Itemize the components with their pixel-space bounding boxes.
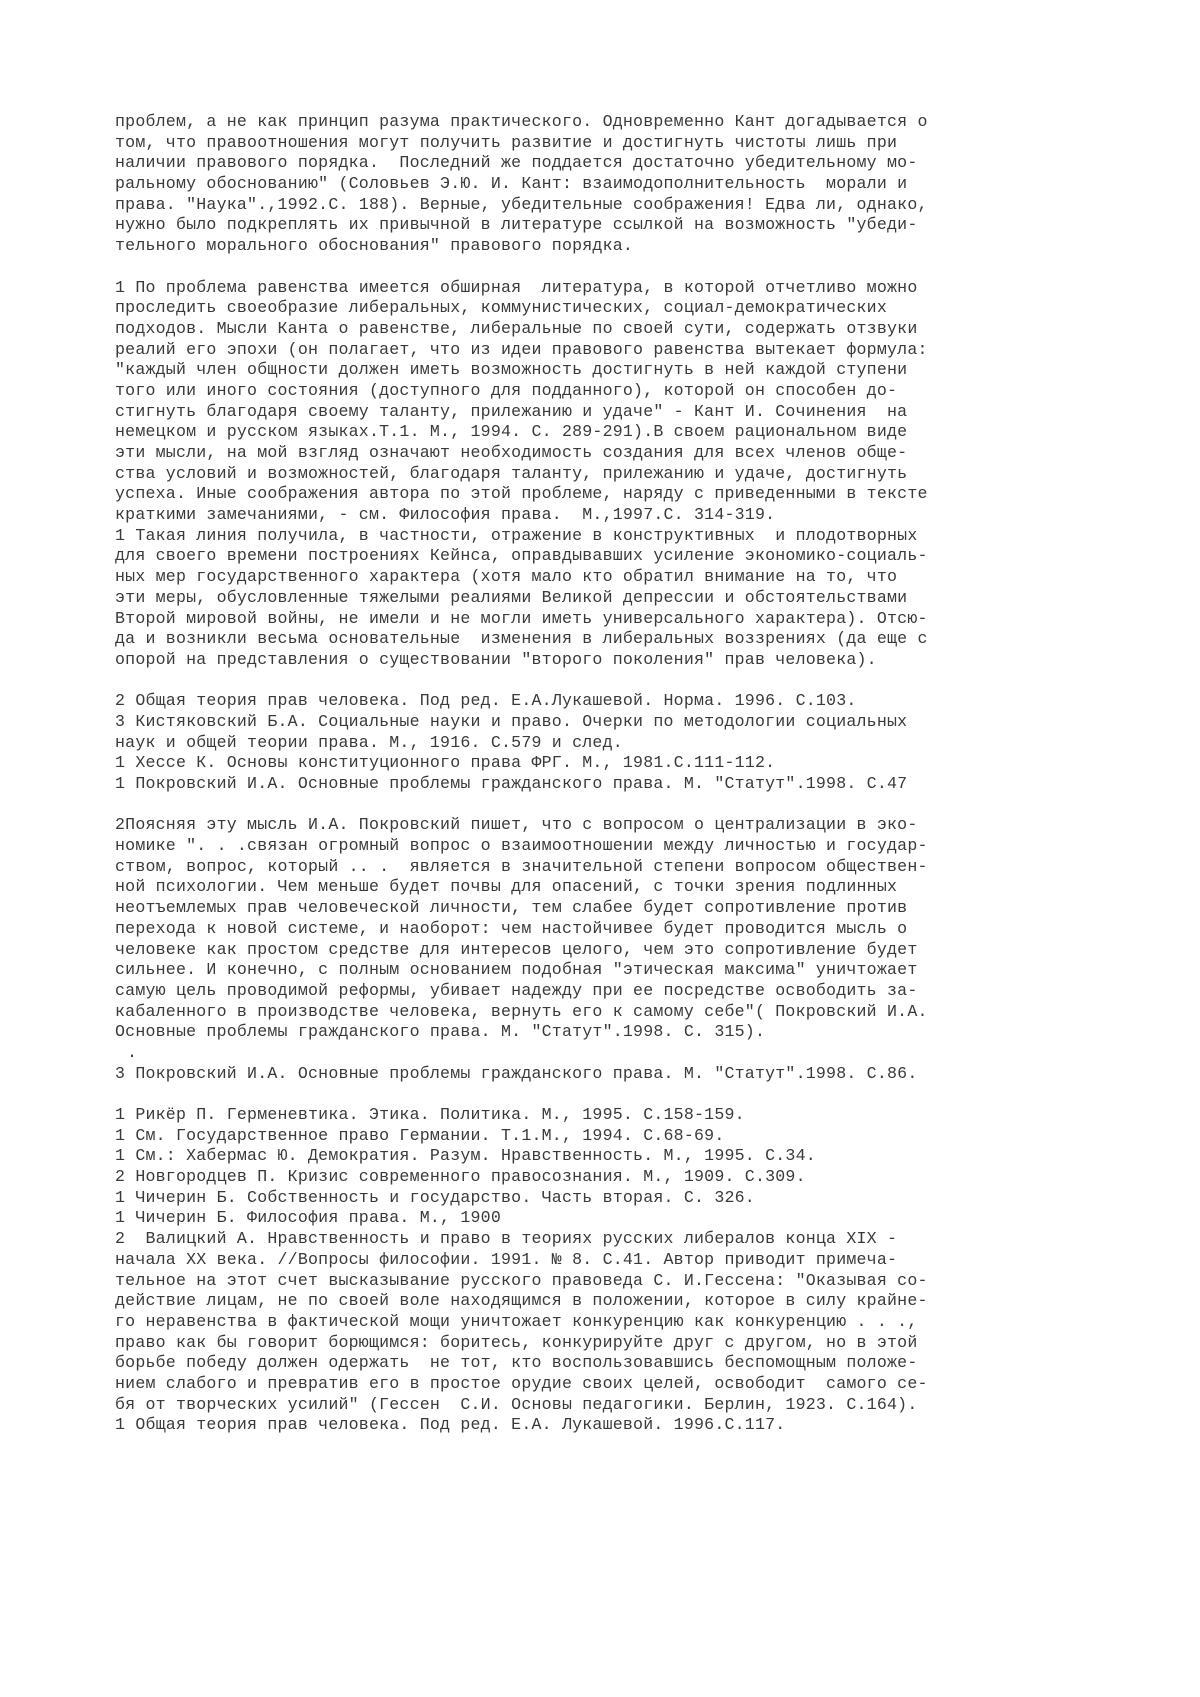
text-line: опорой на представления о существовании "второго поколения" прав человека). xyxy=(115,649,877,669)
text-line: человеке как простом средстве для интересов целого, чем это сопротивление будет xyxy=(115,939,918,959)
footnotes-references-2 xyxy=(115,1105,1115,1436)
text-line: тельного морального обоснования" правового порядка. xyxy=(115,236,634,256)
text-line: немецком и русском языках.Т.1. М., 1994. С. 289-291).В своем рациональном виде xyxy=(115,422,908,442)
footnote-line: наук и общей теории права. М., 1916. С.579 и след. xyxy=(115,732,623,752)
text-line: проследить своеобразие либеральных, коммунистических, социал-демократических xyxy=(115,298,887,318)
paragraph-gap xyxy=(115,795,1115,816)
footnote-line: 2 Новгородцев П. Кризис современного правосознания. М., 1909. С.309. xyxy=(115,1167,806,1187)
text-line: права. "Наука".,1992.С. 188). Верные, убедительные соображения! Едва ли, однако, xyxy=(115,194,928,214)
footnote-line: тельное на этот счет высказывание русского правоведа С. И.Гессена: "Оказывая со- xyxy=(115,1270,928,1290)
footnote-pokrovsky xyxy=(115,815,1115,1043)
text-line: реалий его эпохи (он полагает, что из идеи правового равенства вытекает формула: xyxy=(115,339,928,359)
text-line: Основные проблемы гражданского права. М. "Статут".1998. С. 315). xyxy=(115,1022,766,1042)
footnote-line: право как бы говорит борющимся: боритесь, конкурируйте друг с другом, но в этой xyxy=(115,1332,918,1352)
footnote-line: 1 Чичерин Б. Собственность и государство. Часть вторая. С. 326. xyxy=(115,1187,755,1207)
text-line: эти меры, обусловленные тяжелыми реалиями Великой депрессии и обстоятельствами xyxy=(115,587,908,607)
footnote-line: го неравенства в фактической мощи уничтожает конкуренцию как конкуренцию . . ., xyxy=(115,1311,918,1331)
text-line: краткими замечаниями, - см. Философия права. М.,1997.С. 314-319. xyxy=(115,505,776,525)
text-line: неотъемлемых прав человеческой личности, тем слабее будет сопротивление против xyxy=(115,898,908,918)
text-line: перехода к новой системе, и наоборот: чем настойчивее будет проводится мысль о xyxy=(115,918,908,938)
text-line: подходов. Мысли Канта о равенстве, либеральные по своей сути, содержать отзвуки xyxy=(115,318,918,338)
text-line: ных мер государственного характера (хотя мало кто обратил внимание на то, что xyxy=(115,567,898,587)
paragraph-gap xyxy=(115,257,1115,278)
text-line: да и возникли весьма основательные изменения в либеральных воззрениях (да еще с xyxy=(115,629,928,649)
para-kant-continuation xyxy=(115,112,1115,257)
footnote-line: 1 Рикёр П. Герменевтика. Этика. Политика. М., 1995. С.158-159. xyxy=(115,1105,745,1124)
footnote-line: 2 Общая теория прав человека. Под ред. Е.А.Лукашевой. Норма. 1996. С.103. xyxy=(115,691,857,711)
footnote-line: 1 См.: Хабермас Ю. Демократия. Разум. Нравственность. М., 1995. С.34. xyxy=(115,1146,816,1166)
footnote-pokrovsky-86 xyxy=(115,1064,1115,1085)
text-line: 1 Такая линия получила, в частности, отражение в конструктивных и плодотворных xyxy=(115,525,918,545)
document-page xyxy=(115,112,1115,1436)
stray-mark xyxy=(115,1043,1115,1064)
footnote-line: 1 Покровский И.А. Основные проблемы гражданского права. М. "Статут".1998. С.47 xyxy=(115,774,908,793)
text-line: ной психологии. Чем меньше будет почвы для опасений, с точки зрения подлинных xyxy=(115,877,898,897)
text-line: 1 По проблема равенства имеется обширная литература, в которой отчетливо можно xyxy=(115,277,918,297)
footnote-line: 1 См. Государственное право Германии. Т.1.М., 1994. С.68-69. xyxy=(115,1125,725,1145)
text-line: ства условий и возможностей, благодаря таланту, прилежанию и удаче, достигнуть xyxy=(115,463,908,483)
footnote-line: 3 Покровский И.А. Основные проблемы гражданского права. М. "Статут".1998. С.86. xyxy=(115,1063,918,1083)
footnote-line: 1 Общая теория прав человека. Под ред. Е.А. Лукашевой. 1996.С.117. xyxy=(115,1415,786,1435)
text-line: номике ". . .связан огромный вопрос о взаимоотношении между личностью и государ- xyxy=(115,836,928,856)
text-line: проблем, а не как принцип разума практического. Одновременно Кант догадывается о xyxy=(115,112,928,131)
paragraph-gap xyxy=(115,671,1115,692)
text-line: ральному обоснованию" (Соловьев Э.Ю. И. Кант: взаимодополнительность морали и xyxy=(115,174,908,194)
text-line: "каждый член общности должен иметь возможность достигнуть в ней каждой ступени xyxy=(115,360,908,380)
footnote-line: 2 Валицкий А. Нравственность и право в теориях русских либералов конца XIX - xyxy=(115,1229,898,1249)
footnote-line: действие лицам, не по своей воле находящимся в положении, которое в силу крайне- xyxy=(115,1291,928,1311)
footnote-equality xyxy=(115,278,1115,671)
footnote-line: 1 Хессе К. Основы конституционного права ФРГ. М., 1981.С.111-112. xyxy=(115,753,776,773)
text-line: эти мысли, на мой взгляд означают необходимость создания для всех членов обще- xyxy=(115,443,908,462)
text-line: того или иного состояния (доступного для подданного), которой он способен до- xyxy=(115,380,898,400)
text-line: Второй мировой войны, не имели и не могли иметь универсального характера). Отсю- xyxy=(115,608,928,628)
footnote-line: 3 Кистяковский Б.А. Социальные науки и право. Очерки по методологии социальных xyxy=(115,711,908,731)
footnote-line: нием слабого и превратив его в простое орудие своих целей, освободит самого се- xyxy=(115,1373,928,1393)
footnotes-references-1 xyxy=(115,691,1115,794)
text-line: 2Поясняя эту мысль И.А. Покровский пишет, что с вопросом о централизации в эко- xyxy=(115,815,918,835)
text-line: стигнуть благодаря своему таланту, прилежанию и удаче" - Кант И. Сочинения на xyxy=(115,401,908,421)
text-line: самую цель проводимой реформы, убивает надежду при ее посредстве освободить за- xyxy=(115,980,918,1000)
stray-mark-dot: . xyxy=(127,1042,138,1062)
text-line: том, что правоотношения могут получить развитие и достигнуть чистоты лишь при xyxy=(115,132,898,152)
text-line: ством, вопрос, который .. . является в значительной степени вопросом обществен- xyxy=(115,856,928,876)
footnote-line: 1 Чичерин Б. Философия права. М., 1900 xyxy=(115,1208,501,1228)
text-line: кабаленного в производстве человека, вернуть его к самому себе"( Покровский И.А. xyxy=(115,1001,928,1021)
footnote-line: начала XX века. //Вопросы философии. 1991. № 8. С.41. Автор приводит примеча- xyxy=(115,1249,898,1269)
text-line: наличии правового порядка. Последний же поддается достаточно убедительному мо- xyxy=(115,153,918,173)
text-line: сильнее. И конечно, с полным основанием подобная "этическая максима" уничтожает xyxy=(115,960,918,980)
footnote-line: бя от творческих усилий" (Гессен С.И. Основы педагогики. Берлин, 1923. С.164). xyxy=(115,1394,918,1414)
paragraph-gap xyxy=(115,1084,1115,1105)
footnote-line: борьбе победу должен одержать не тот, кто воспользовавшись беспомощным положе- xyxy=(115,1353,918,1373)
text-line: нужно было подкреплять их привычной в литературе ссылкой на возможность "убеди- xyxy=(115,215,918,235)
text-line: для своего времени построениях Кейнса, оправдывавших усиление экономико-социаль- xyxy=(115,546,928,566)
text-line: успеха. Иные соображения автора по этой проблеме, наряду с приведенными в тексте xyxy=(115,484,928,504)
